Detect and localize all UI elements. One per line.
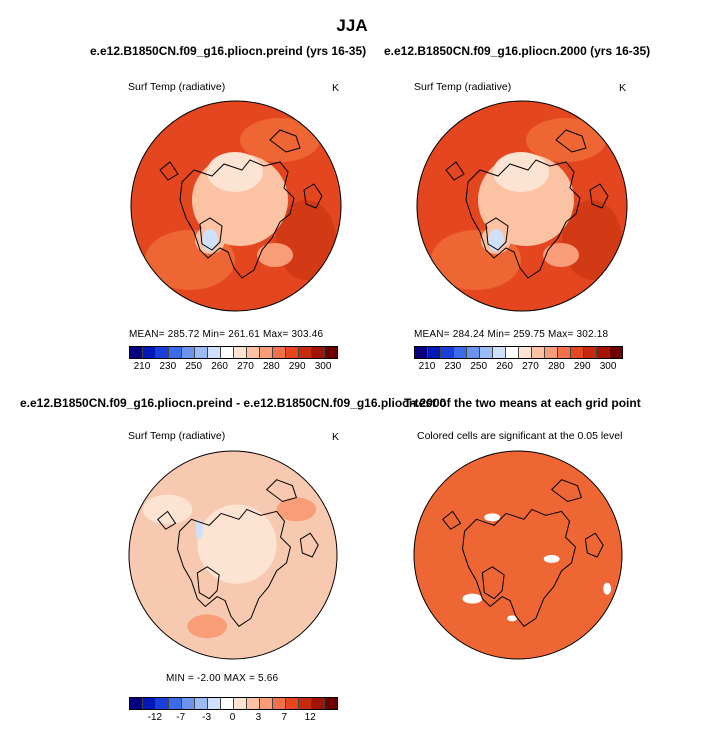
- panel2-colorbar-tick: 210: [418, 361, 436, 372]
- panel2-colorbar-swatch: [519, 347, 532, 358]
- panel1-colorbar-ticks: [129, 361, 336, 375]
- panel1-colorbar-tick: 300: [314, 361, 332, 372]
- panel2-colorbar-swatch: [584, 347, 597, 358]
- panel2-colorbar-tick: 260: [496, 361, 513, 372]
- panel3-colorbar-swatch: [312, 698, 325, 709]
- panel3-colorbar-tick: 7: [281, 712, 288, 723]
- panel2-colorbar-tick: 290: [573, 361, 591, 372]
- panel1-stats: MEAN= 285.72 Min= 261.61 Max= 303.46: [129, 329, 324, 340]
- panel1-colorbar-tick: 210: [133, 361, 151, 372]
- panel2-stats: MEAN= 284.24 Min= 259.75 Max= 302.18: [414, 329, 609, 340]
- panel2-colorbar-swatch: [506, 347, 519, 358]
- panel2-colorbar-tick: 270: [522, 361, 539, 372]
- panel3-colorbar-swatch: [286, 698, 299, 709]
- panel1-colorbar-tick: 270: [237, 361, 254, 372]
- panel3-colorbar-swatch: [182, 698, 195, 709]
- panel2-colorbar-swatch: [467, 347, 480, 358]
- panel1-colorbar-swatch: [195, 347, 208, 358]
- panel2-colorbar-swatch: [428, 347, 441, 358]
- panel3-colorbar-swatch: [299, 698, 312, 709]
- panel2-colorbar-tick: 300: [599, 361, 617, 372]
- panel2-units-label: K: [619, 82, 627, 94]
- panel2-colorbar: [414, 346, 623, 359]
- panel1-colorbar-swatch: [156, 347, 169, 358]
- panel3-colorbar-tick: -3: [202, 712, 212, 723]
- panel3-stats: MIN = -2.00 MAX = 5.66: [166, 673, 279, 684]
- panel2-colorbar-tick: 250: [470, 361, 488, 372]
- panel2-colorbar-swatch: [610, 347, 622, 358]
- panel2-polar-map: [416, 100, 628, 312]
- panel1-colorbar-tick: 290: [288, 361, 306, 372]
- panel1-colorbar-swatch: [182, 347, 195, 358]
- panel2-colorbar-swatch: [454, 347, 467, 358]
- panel1-colorbar-tick: 280: [262, 361, 280, 372]
- panel4-case-title: T-test of the two means at each grid point: [404, 396, 641, 410]
- panel3-colorbar-swatch: [169, 698, 182, 709]
- panel1-colorbar-swatch: [299, 347, 312, 358]
- panel2-colorbar-swatch: [493, 347, 506, 358]
- panel3-colorbar-swatch: [234, 698, 247, 709]
- panel1-colorbar-swatch: [286, 347, 299, 358]
- panel4-polar-map: [413, 450, 623, 660]
- panel1-colorbar-swatch: [260, 347, 273, 358]
- panel1-colorbar-swatch: [234, 347, 247, 358]
- panel2-colorbar-swatch: [480, 347, 493, 358]
- panel2-variable-label: Surf Temp (radiative): [414, 81, 512, 93]
- panel1-colorbar-swatch: [273, 347, 286, 358]
- panel3-colorbar-swatch: [247, 698, 260, 709]
- panel3-colorbar-tick: -12: [147, 712, 163, 723]
- panel3-colorbar-swatch: [325, 698, 337, 709]
- panel1-colorbar-tick: 260: [211, 361, 228, 372]
- panel3-colorbar-tick: -7: [176, 712, 186, 723]
- panel1-colorbar-swatch: [221, 347, 234, 358]
- panel3-colorbar-swatch: [273, 698, 286, 709]
- panel1-colorbar-swatch: [312, 347, 325, 358]
- panel2-colorbar-ticks: [414, 361, 621, 375]
- panel3-colorbar-swatch: [156, 698, 169, 709]
- panel3-colorbar-swatch: [143, 698, 156, 709]
- panel3-colorbar-ticks: [129, 712, 336, 726]
- panel3-colorbar-swatch: [195, 698, 208, 709]
- panel1-colorbar-swatch: [247, 347, 260, 358]
- panel2-colorbar-swatch: [558, 347, 571, 358]
- panel3-colorbar-tick: 3: [255, 712, 262, 723]
- panel2-colorbar-swatch: [545, 347, 558, 358]
- panel3-case-title: e.e12.B1850CN.f09_g16.pliocn.preind - e.e12.B1850CN.f09_g16.pliocn.2000: [20, 396, 447, 410]
- panel2-case-title: e.e12.B1850CN.f09_g16.pliocn.2000 (yrs 16-35): [384, 44, 651, 58]
- panel3-colorbar-tick: 12: [304, 712, 316, 723]
- panel3-colorbar-swatch: [260, 698, 273, 709]
- panel2-colorbar-swatch: [441, 347, 454, 358]
- panel1-colorbar-swatch: [169, 347, 182, 358]
- panel1-colorbar-swatch: [130, 347, 143, 358]
- panel1-colorbar-tick: 230: [159, 361, 177, 372]
- panel2-colorbar-tick: 280: [547, 361, 565, 372]
- panel1-polar-map: [130, 100, 342, 312]
- panel4-variable-label: Colored cells are significant at the 0.05 level: [417, 430, 623, 442]
- panel1-case-title: e.e12.B1850CN.f09_g16.pliocn.preind (yrs 16-35): [90, 44, 367, 58]
- panel3-colorbar-swatch: [221, 698, 234, 709]
- panel3-colorbar: [129, 697, 338, 710]
- panel2-colorbar-swatch: [415, 347, 428, 358]
- panel1-colorbar-tick: 250: [185, 361, 203, 372]
- panel3-colorbar-swatch: [208, 698, 221, 709]
- panel1-colorbar-swatch: [208, 347, 221, 358]
- panel3-units-label: K: [332, 431, 340, 443]
- panel1-colorbar-swatch: [143, 347, 156, 358]
- panel1-colorbar: [129, 346, 338, 359]
- panel1-units-label: K: [332, 82, 340, 94]
- main-title: JJA: [336, 16, 368, 35]
- panel2-colorbar-swatch: [532, 347, 545, 358]
- panel2-colorbar-tick: 230: [444, 361, 462, 372]
- panel2-colorbar-swatch: [597, 347, 610, 358]
- panel3-variable-label: Surf Temp (radiative): [128, 430, 226, 442]
- panel3-colorbar-tick: 0: [229, 712, 236, 723]
- panel3-colorbar-swatch: [130, 698, 143, 709]
- panel1-colorbar-swatch: [325, 347, 337, 358]
- panel1-variable-label: Surf Temp (radiative): [128, 81, 226, 93]
- panel3-polar-map: [128, 450, 338, 660]
- panel2-colorbar-swatch: [571, 347, 584, 358]
